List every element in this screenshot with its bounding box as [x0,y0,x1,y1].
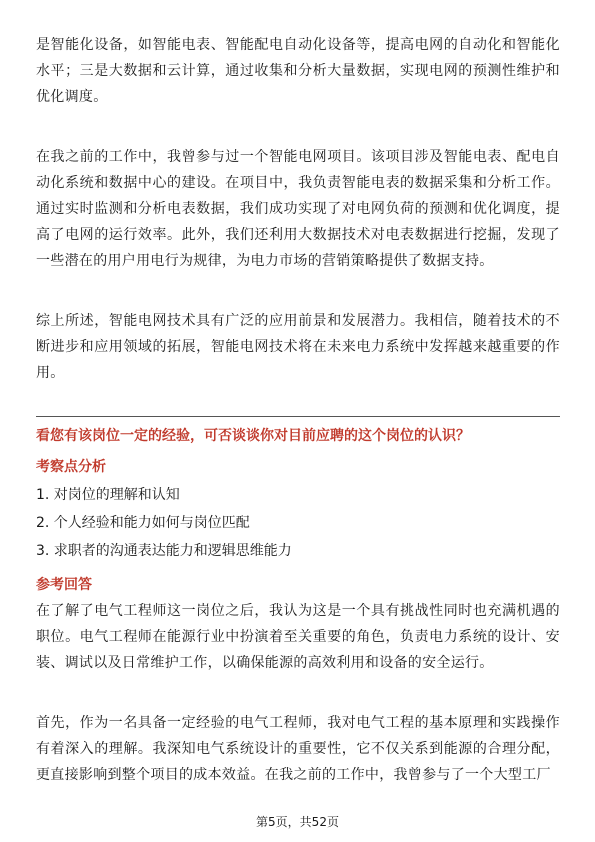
analysis-list [36,481,292,565]
list-item: 2. 个人经验和能力如何与岗位匹配 [36,515,250,531]
section-divider [36,416,560,417]
interview-question: 看您有该岗位一定的经验，可否谈谈你对目前应聘的这个岗位的认识？ [36,428,470,444]
list-item: 1. 对岗位的理解和认知 [36,487,180,503]
body-paragraph: 是智能化设备，如智能电表、智能配电自动化设备等，提高电网的自动化和智能化水平；三是大数据和云计算，通过收集和分析大量数据，实现电网的预测性维护和优化调度。 [36,37,560,105]
page-number: 第5页，共52页 [256,815,339,829]
body-paragraph: 综上所述，智能电网技术具有广泛的应用前景和发展潜力。我相信，随着技术的不断进步和应用领域的拓展，智能电网技术将在未来电力系统中发挥越来越重要的作用。 [36,313,560,381]
answer-heading: 参考回答 [36,577,92,593]
answer-paragraph: 首先，作为一名具备一定经验的电气工程师，我对电气工程的基本原理和实践操作有着深入的理解。我深知电气系统设计的重要性，它不仅关系到能源的合理分配，更直接影响到整个项目的成本效益。在我之前的工作中，我曾参与了一个大型工厂 [36,715,560,783]
analysis-heading: 考察点分析 [36,459,106,475]
body-paragraph: 在我之前的工作中，我曾参与过一个智能电网项目。该项目涉及智能电表、配电自动化系统和数据中心的建设。在项目中，我负责智能电表的数据采集和分析工作。通过实时监测和分析电表数据，我们成功实现了对电网负荷的预测和优化调度，提高了电网的运行效率。此外，我们还利用大数据技术对电表数据进行挖掘，发现了一些潜在的用户用电行为规律，为电力市场的营销策略提供了数据支持。 [36,149,560,269]
list-item: 3. 求职者的沟通表达能力和逻辑思维能力 [36,543,292,559]
answer-paragraph: 在了解了电气工程师这一岗位之后，我认为这是一个具有挑战性同时也充满机遇的职位。电气工程师在能源行业中扮演着至关重要的角色，负责电力系统的设计、安装、调试以及日常维护工作，以确保能源的高效利用和设备的安全运行。 [36,603,560,671]
